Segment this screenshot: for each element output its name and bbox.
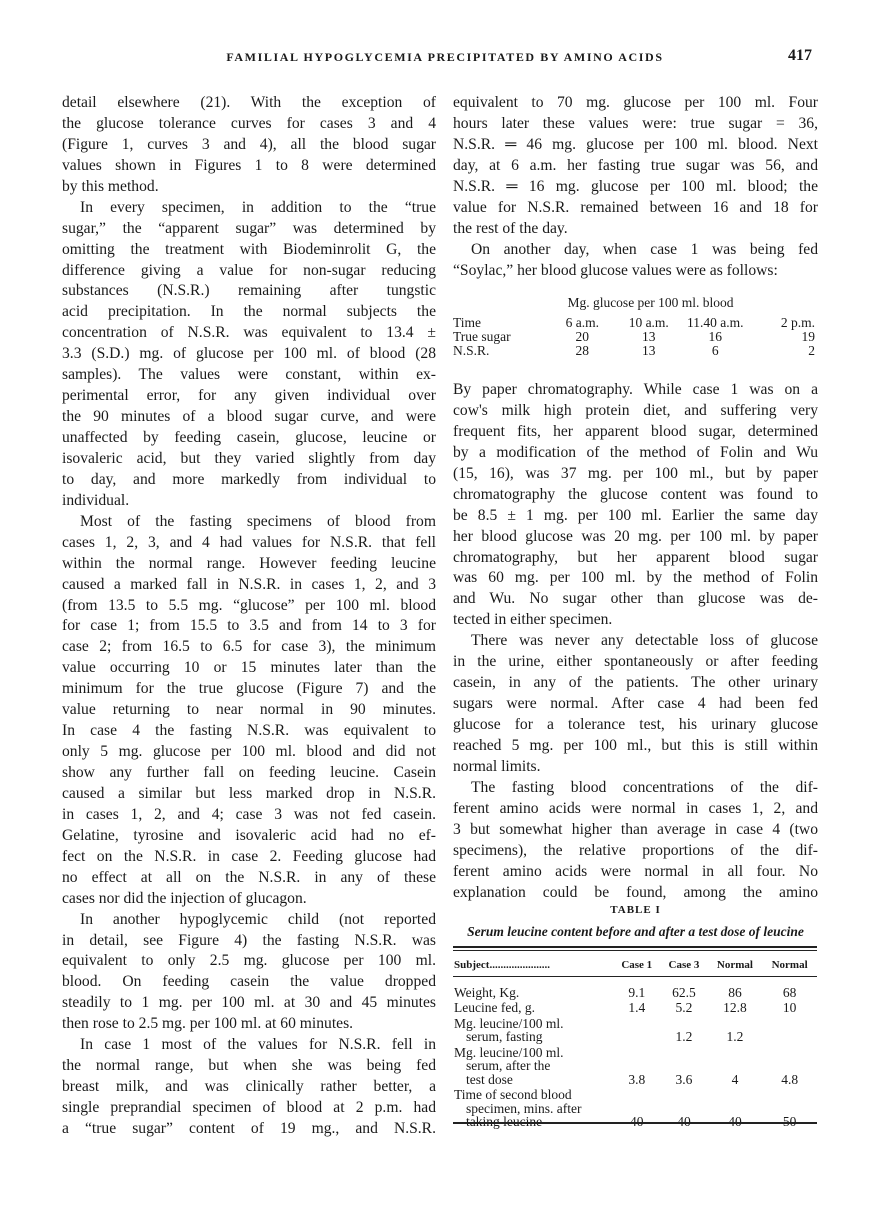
table1-label-line: specimen, mins. after (466, 1100, 582, 1116)
glucose-table-cell: 2 (808, 343, 815, 358)
text-line: sugars were normal. After case 4 had been fed (453, 695, 818, 713)
text-line: N.S.R. ═ 16 mg. glucose per 100 ml. blood; the (453, 177, 818, 195)
text-line: the normal range, but when she was being fed (62, 1057, 436, 1075)
glucose-table-cell: 28 (575, 343, 590, 358)
text-line: perimental error, for any given individual over (62, 387, 436, 405)
text-line: breast milk, and was clinically rather better, a (62, 1078, 436, 1096)
table1-bottom-rule (453, 1122, 817, 1124)
text-line: Most of the fasting specimens of blood from (80, 512, 436, 530)
table1-cell: 12.8 (723, 1000, 747, 1015)
text-line: minimum for the true glucose (Figure 7) and the (62, 680, 436, 698)
table1-row-label (453, 1045, 613, 1088)
table1-label-line: serum, fasting (466, 1029, 543, 1044)
text-line: cow's milk high protein diet, and suffering very (453, 401, 818, 419)
glucose-table-cell: 13 (642, 329, 656, 344)
text-line: specimens), the relative proportions of the dif- (453, 841, 818, 859)
text-line: single preprandial specimen of blood at 2 p.m. had (62, 1099, 436, 1116)
paragraph (62, 93, 436, 198)
glucose-table-cell: 10 a.m. (628, 315, 669, 330)
text-line: blood. On feeding casein the value dropped (62, 973, 436, 991)
text-line: (from 13.5 to 5.5 mg. “glucose” per 100 ml. blood (62, 596, 436, 614)
text-line: values shown in Figures 1 to 8 were determined (62, 156, 436, 174)
text-line: equivalent to only 2.5 mg. glucose per 100 ml. (62, 952, 436, 970)
table1-label-line: test dose (466, 1071, 513, 1087)
text-line: ferent amino acids were normal in cases 1, 2, and (453, 799, 818, 817)
text-line: difference giving a value for non-sugar reducing (62, 261, 436, 279)
glucose-table-cell: 11.40 a.m. (686, 315, 744, 330)
text-line: In case 4 the fasting N.S.R. was equivalent to (62, 722, 436, 740)
text-line: In case 1 most of the values for N.S.R. fell in (80, 1036, 436, 1054)
text-line: glucose for a tolerance test, his urinary glucose (453, 716, 818, 733)
text-line: steadily to 1 mg. per 100 ml. at 30 and 45 minutes (62, 994, 436, 1012)
text-line: in cases 1, 2, and 4; case 3 was not fed casein. (62, 805, 436, 823)
table1-cell: 3.8 (628, 1071, 646, 1087)
table1-top-rule-2 (453, 950, 817, 951)
text-line: value for N.S.R. remained between 16 and 18 for (453, 198, 818, 216)
text-line: N.S.R. ═ 46 mg. glucose per 100 ml. blood. Next (453, 135, 818, 153)
paragraph (453, 93, 818, 240)
table1-row (453, 1000, 817, 1016)
text-line: by a modification of the method of Folin and Wu (453, 443, 818, 461)
table1-header-row (453, 958, 817, 985)
glucose-table-caption: Mg. glucose per 100 ml. blood (567, 295, 734, 310)
table1-cell: 62.5 (672, 984, 696, 1000)
text-line: cases 1, 2, 3, and 4 had values for N.S.R. that fell (62, 533, 436, 551)
text-line: by this method. (62, 177, 159, 195)
paragraph (62, 512, 436, 910)
text-line: reached 5 mg. per 100 ml., but this is still within (453, 736, 818, 754)
table1-cell: 10 (782, 1000, 797, 1015)
text-line: isovaleric acid, but they varied slightly from day (62, 449, 436, 467)
text-line: value occurring 10 or 15 minutes later than the (62, 659, 436, 677)
right-column-bottom (453, 380, 818, 903)
text-line: was 60 mg. per 100 ml. by the method of Folin (453, 569, 818, 587)
text-line: concentration of N.S.R. was equivalent to 13.4 ± (62, 324, 436, 342)
text-line: in detail, see Figure 4) the fasting N.S.R. was (62, 931, 436, 949)
table1-row (453, 985, 817, 1001)
text-line: chromatography the glucose content was found to (453, 485, 818, 503)
table1-label-line: serum, after the (466, 1058, 551, 1073)
text-line: for case 1; from 15.5 to 3.5 and from 14 to 3 for (62, 617, 436, 635)
text-line: a “true sugar” content of 19 mg., and N.S.R. (62, 1119, 436, 1137)
glucose-table-row-label: True sugar (453, 329, 511, 344)
glucose-table-cell: 16 (708, 329, 722, 344)
glucose-table-cell: 2 p.m. (780, 315, 815, 330)
text-line: only 5 mg. glucose per 100 ml. blood and did not (62, 743, 436, 761)
text-line: value returning to near normal in 90 minutes. (62, 701, 436, 719)
text-line: “Soylac,” her blood glucose values were as follows: (453, 261, 778, 279)
table1-cell: 9.1 (628, 984, 646, 1000)
text-line: samples). The values were constant, within ex- (62, 366, 436, 384)
text-line: On another day, when case 1 was being fed (471, 240, 818, 258)
text-line: tected in either specimen. (453, 611, 613, 629)
table1-row-label (453, 985, 613, 1001)
table1-row (453, 1016, 817, 1045)
table1-header-cell: Normal (771, 959, 808, 971)
text-line: the glucose tolerance curves for cases 3 and 4 (62, 114, 436, 132)
table1-row (453, 1045, 817, 1088)
table1-top-rule (453, 946, 817, 948)
table1-cell: 4.8 (781, 1071, 799, 1087)
table1-title: Serum leucine content before and after a test dose of leucine (467, 924, 804, 939)
table1-label-line: Time of second blood (454, 1087, 572, 1102)
text-line: normal limits. (453, 757, 541, 775)
text-line: explanation could be found, among the amino (453, 883, 818, 901)
text-line: (Figure 1, curves 3 and 4), all the blood sugar (62, 135, 436, 153)
table1-cell: 1.4 (628, 1000, 646, 1015)
table1-cell: 68 (782, 984, 797, 1000)
text-line: no effect at all on the N.S.R. in any of these (62, 868, 436, 886)
text-line: casein, in any of the patients. The other urinary (453, 674, 818, 692)
glucose-table (453, 296, 818, 358)
text-line: the rest of the day. (453, 219, 568, 237)
table1-row-label (453, 1000, 613, 1016)
text-line: Gelatine, tyrosine and isovaleric acid had no ef- (62, 826, 436, 844)
table1-cell (613, 1016, 660, 1045)
glucose-table-row (453, 330, 815, 344)
glucose-table-row (453, 316, 815, 330)
text-line: then rose to 2.5 mg. per 100 ml. at 60 minutes. (62, 1015, 354, 1033)
paragraph (453, 778, 818, 904)
glucose-table-cell: 19 (801, 329, 815, 344)
paragraph (453, 240, 818, 282)
text-line: to day, and more markedly from individual to (62, 470, 436, 488)
text-line: (15, 16), was 37 mg. per 100 ml., but by paper (453, 464, 818, 482)
text-line: substances (N.S.R.) remaining after tungstic (62, 282, 436, 300)
page-number: 417 (788, 47, 812, 64)
text-line: detail elsewhere (21). With the exception of (62, 94, 436, 111)
glucose-table-cell: 13 (642, 343, 656, 358)
text-line: unaffected by feeding casein, glucose, leucine or (62, 429, 436, 446)
right-column-top (453, 93, 818, 281)
table1-cell: 4 (731, 1071, 739, 1087)
running-title: FAMILIAL HYPOGLYCEMIA PRECIPITATED BY AMINO ACIDS (226, 50, 664, 64)
table1-label-line: Weight, Kg. (454, 984, 520, 1000)
glucose-table-row (453, 344, 815, 358)
text-line: omitting the treatment with Biodeminrolit G, the (62, 240, 436, 258)
text-line: In another hypoglycemic child (not reported (80, 910, 436, 928)
table1 (453, 958, 817, 1130)
table1-label-line: Mg. leucine/100 ml. (454, 1015, 564, 1031)
table1-label-line: Leucine fed, g. (454, 1000, 535, 1015)
glucose-table-cell: 6 (711, 343, 719, 358)
table1-header-cell: Subject...................... (454, 959, 550, 971)
glucose-table-cell: 20 (575, 329, 590, 344)
text-line: chromatography, but her apparent blood sugar (453, 548, 818, 566)
text-line: 3.3 (S.D.) mg. of glucose per 100 ml. of blood (28 (62, 345, 436, 363)
paragraph (62, 1035, 436, 1140)
paragraph (453, 631, 818, 778)
text-line: hours later these values were: true sugar = 36, (453, 114, 818, 132)
text-line: cases nor did the injection of glucagon. (62, 889, 307, 907)
table1-cell: 86 (728, 984, 742, 1000)
table1-cell: 1.2 (675, 1029, 693, 1044)
table1-cell: 1.2 (726, 1029, 744, 1044)
table1-header-rule (453, 976, 817, 977)
text-line: caused a similar but less marked drop in N.S.R. (62, 784, 436, 802)
paragraph (62, 198, 436, 512)
text-line: equivalent to 70 mg. glucose per 100 ml. Four (453, 94, 818, 111)
text-line: in the urine, either spontaneously or after feeding (453, 653, 818, 671)
text-line: By paper chromatography. While case 1 was on a (453, 381, 818, 398)
table1-row-label (453, 1016, 613, 1045)
table1-header-cell: Case 3 (668, 959, 700, 971)
table1-header-cell: Normal (716, 959, 753, 971)
text-line: fect on the N.S.R. in case 2. Feeding glucose had (62, 847, 436, 865)
text-line: and Wu. No sugar other than glucose was de- (453, 590, 818, 608)
text-line: In every specimen, in addition to the “true (80, 198, 436, 216)
text-line: day, at 6 a.m. her fasting true sugar was 56, and (453, 156, 818, 174)
table1-cell: 5.2 (675, 1000, 693, 1015)
table1-label-line: Mg. leucine/100 ml. (454, 1044, 564, 1060)
text-line: her blood glucose was 20 mg. per 100 ml. by paper (453, 527, 818, 545)
table1-cell: 3.6 (675, 1071, 693, 1087)
text-line: case 2; from 16.5 to 6.5 for case 3), the minimum (62, 638, 436, 656)
glucose-table-row-label: N.S.R. (453, 343, 490, 358)
text-line: acid precipitation. In the normal subjects the (62, 303, 436, 321)
text-line: the 90 minutes of a blood sugar curve, and were (62, 408, 436, 426)
table1-cell (762, 1016, 817, 1045)
paragraph (62, 910, 436, 1036)
left-column (62, 93, 436, 1140)
text-line: ferent amino acids were normal in all four. No (453, 862, 818, 880)
text-line: show any further fall on feeding leucine. Casein (62, 764, 436, 781)
text-line: frequent fits, her apparent blood sugar, determined (453, 422, 818, 440)
table1-header-cell: Case 1 (621, 959, 653, 971)
text-line: within the normal range. However feeding leucine (62, 554, 436, 572)
paragraph (453, 380, 818, 631)
text-line: 3 but somewhat higher than average in case 4 (two (453, 820, 818, 838)
glucose-table-cell: 6 a.m. (565, 315, 599, 330)
glucose-table-row-label: Time (453, 315, 482, 330)
text-line: There was never any detectable loss of glucose (471, 632, 818, 650)
text-line: caused a marked fall in N.S.R. in cases 1, 2, and 3 (62, 575, 436, 593)
text-line: sugar,” the “apparent sugar” was determined by (62, 219, 436, 237)
table1-label: TABLE I (610, 904, 661, 916)
text-line: The fasting blood concentrations of the dif- (471, 778, 818, 796)
text-line: be 8.5 ± 1 mg. per 100 ml. Earlier the same day (453, 506, 818, 524)
text-line: individual. (62, 491, 130, 509)
